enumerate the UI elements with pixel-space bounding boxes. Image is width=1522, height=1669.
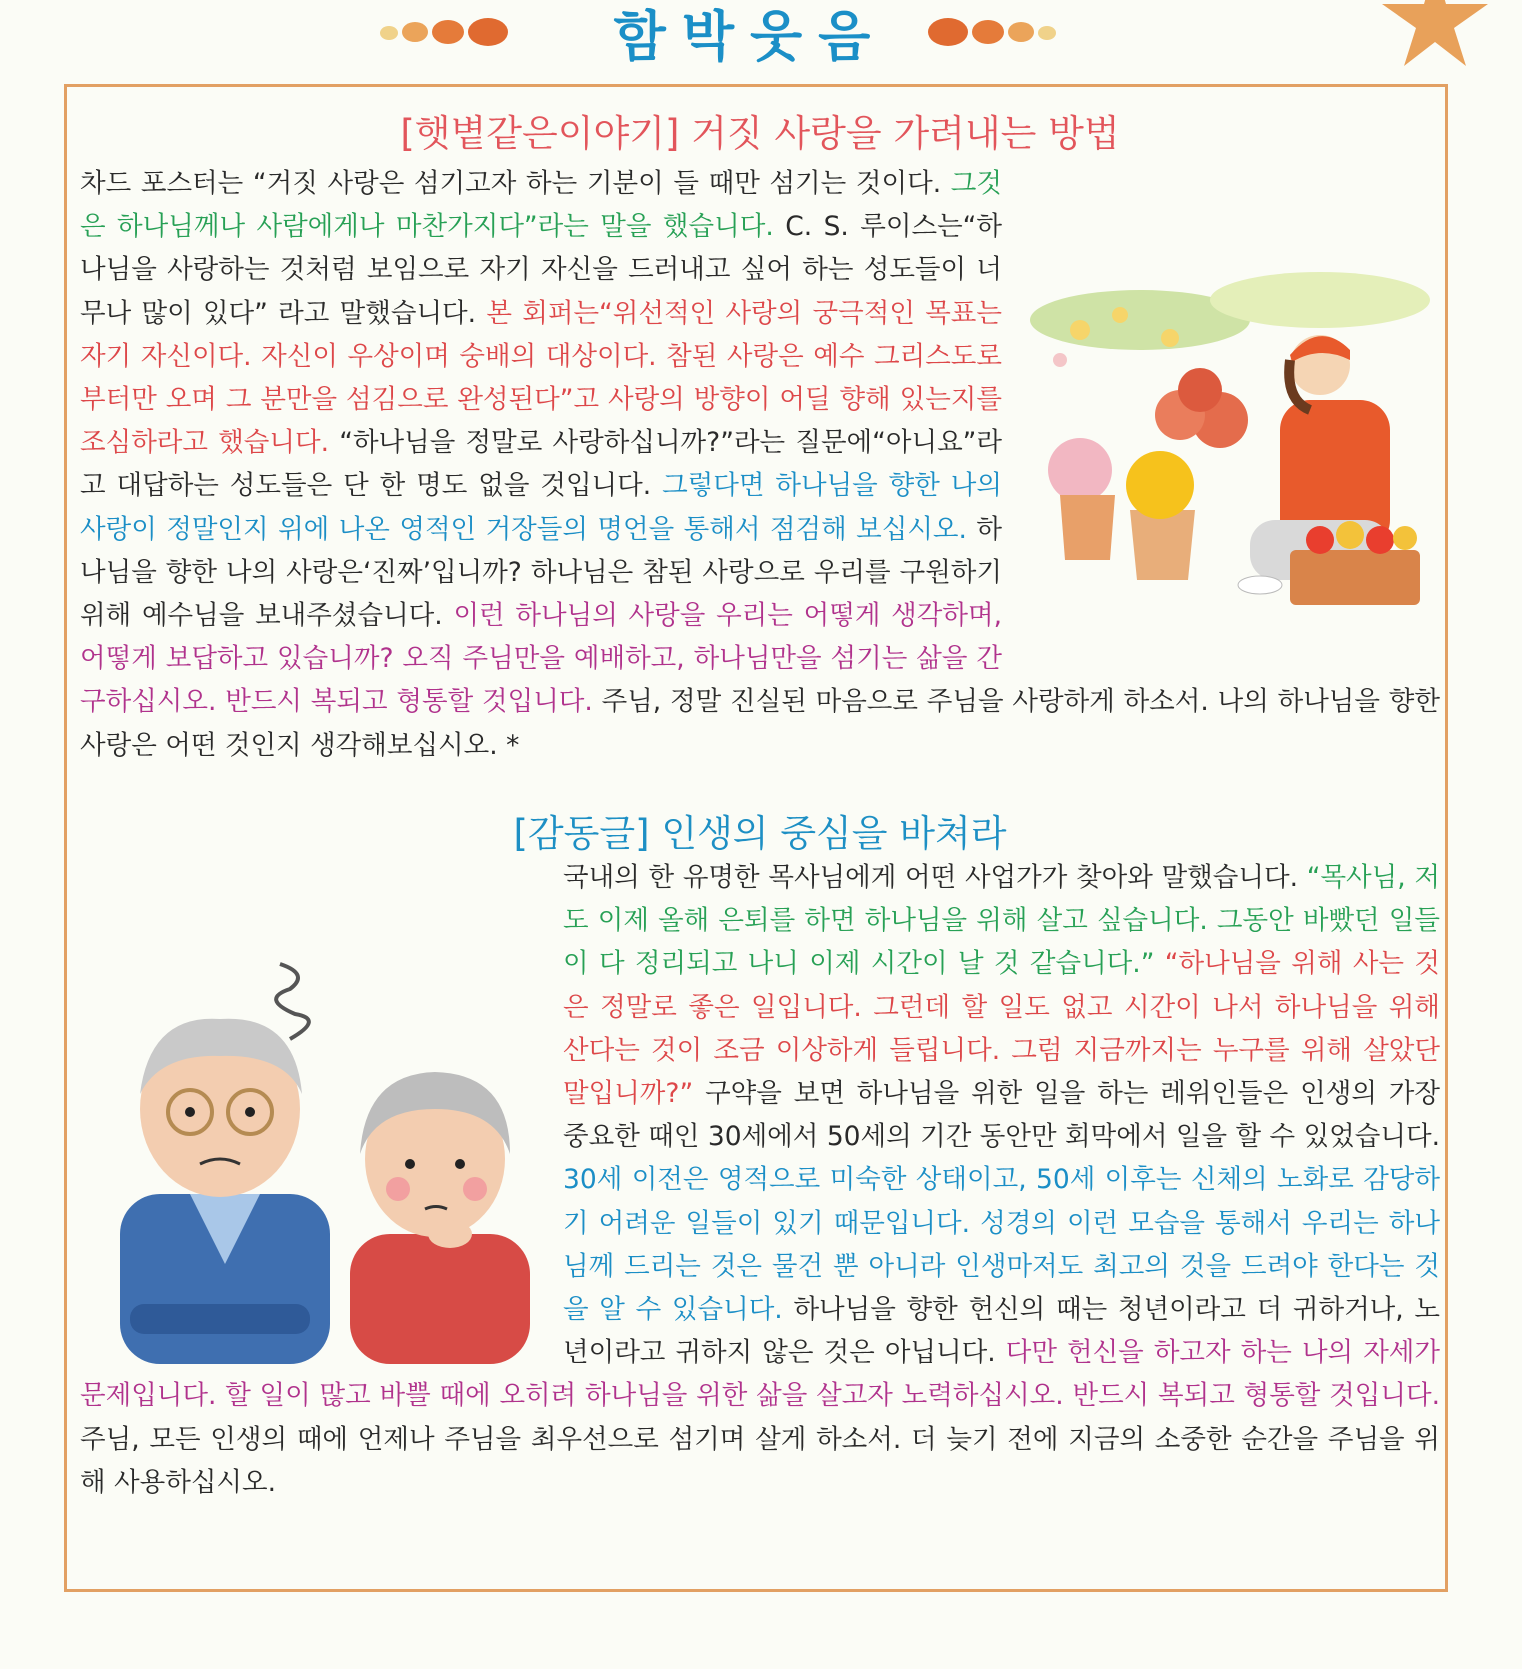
star-icon	[1380, 0, 1490, 66]
text-segment: 이런 하나님의 사랑을 우리는 어떻게 생각하며, 어떻게 보답하고 있습니까? 오직 주님만을 예배하고, 하나님만을 섬기는 삶을 간구하십시오. 반드시 복되고 형통할 것입니다.	[80, 600, 1002, 718]
text-segment: 30세 이전은 영적으로 미숙한 상태이고, 50세 이후는 신체의 노화로 감당하기 어려운 일들이 있기 때문입니다. 성경의 이런 모습을 통해서 우리는 하나님께 드리는 것은 물건 뿐 아니라 인생마저도 최고의 것을 드려야 한다는 것을 알 수 있습니다.	[563, 1164, 1440, 1326]
elderly-couple-illustration	[80, 944, 545, 1364]
text-segment: “하나님을 위해 사는 것은 정말로 좋은 일입니다. 그런데 할 일도 없고 시간이 나서 하나님을 위해 산다는 것이 조금 이상하게 들립니다. 그럼 지금까지는 누구를 위해 살았단 말입니까?”	[563, 948, 1440, 1110]
page-header	[0, 0, 1522, 80]
article1-body	[80, 162, 1440, 812]
text-segment: 주님, 모든 인생의 때에 언제나 주님을 최우선으로 섬기며 살게 하소서. 더 늦기 전에 지금의 소중한 순간을 주님을 위해 사용하십시오.	[80, 1423, 1440, 1498]
text-segment: “목사님, 저도 이제 올해 은퇴를 하면 하나님을 위해 살고 싶습니다. 그동안 바빴던 일들이 다 정리되고 나니 이제 시간이 날 것 같습니다.”	[563, 862, 1440, 980]
text-segment: 국내의 한 유명한 목사님에게 어떤 사업가가 찾아와 말했습니다.	[563, 862, 1307, 893]
article1-heading: [햇볕같은이야기] 거짓 사랑을 가려내는 방법	[400, 112, 1120, 155]
flower-woman-illustration	[1020, 250, 1440, 640]
text-segment: 차드 포스터는 “거짓 사랑은 섬기고자 하는 기분이 들 때만 섬기는 것이다.	[80, 168, 951, 199]
text-segment: 본 회퍼는“위선적인 사랑의 궁극적인 목표는 자기 자신이다. 자신이 우상이며 숭배의 대상이다. 참된 사랑은 예수 그리스도로부터만 오며 그 분만을 섬김으로 완성된다”고 사랑의 방향이 어딜 향해 있는지를 조심하라고 했습니다.	[80, 297, 1002, 459]
text-segment: 그렇다면 하나님을 향한 나의 사랑이 정말인지 위에 나온 영적인 거장들의 명언을 통해서 점검해 보십시오.	[80, 470, 1002, 545]
text-segment: 구약을 보면 하나님을 위한 일을 하는 레위인들은 인생의 가장 중요한 때인 30세에서 50세의 기간 동안만 회막에서 일을 할 수 있었습니다.	[563, 1078, 1440, 1153]
header-dots-right	[928, 16, 1058, 46]
article2-heading: [감동글] 인생의 중심을 바쳐라	[513, 812, 1007, 855]
text-segment: 하나님을 향한 헌신의 때는 청년이라고 더 귀하거나, 노년이라고 귀하지 않은 것은 아닙니다.	[563, 1294, 1441, 1369]
text-segment: 하나님을 향한 나의 사랑은‘진짜’입니까? 하나님은 참된 사랑으로 우리를 구원하기 위해 예수님을 보내주셨습니다.	[80, 513, 1002, 632]
text-segment: 주님, 정말 진실된 마음으로 주님을 사랑하게 하소서. 나의 하나님을 향한 사랑은 어떤 것인지 생각해보십시오. *	[80, 686, 1440, 761]
text-segment: 그것은 하나님께나 사람에게나 마찬가지다”라는 말을 했습니다.	[80, 168, 1002, 243]
header-dots-left	[380, 16, 510, 46]
text-segment: 다만 헌신을 하고자 하는 나의 자세가 문제입니다. 할 일이 많고 바쁠 때에 오히려 하나님을 위한 삶을 살고자 노력하십시오. 반드시 복되고 형통할 것입니다.	[80, 1337, 1441, 1412]
text-segment: C. S. 루이스는“하나님을 사랑하는 것처럼 보임으로 자기 자신을 드러내고 싶어 하는 성도들이 너무나 많이 있다” 라고 말했습니다.	[80, 211, 1002, 329]
article2-body	[80, 856, 1440, 1556]
text-segment: “하나님을 정말로 사랑하십니까?”라는 질문에“아니요”라고 대답하는 성도들은 단 한 명도 없을 것입니다.	[80, 427, 1002, 502]
page-title: 함박웃음	[613, 5, 887, 68]
